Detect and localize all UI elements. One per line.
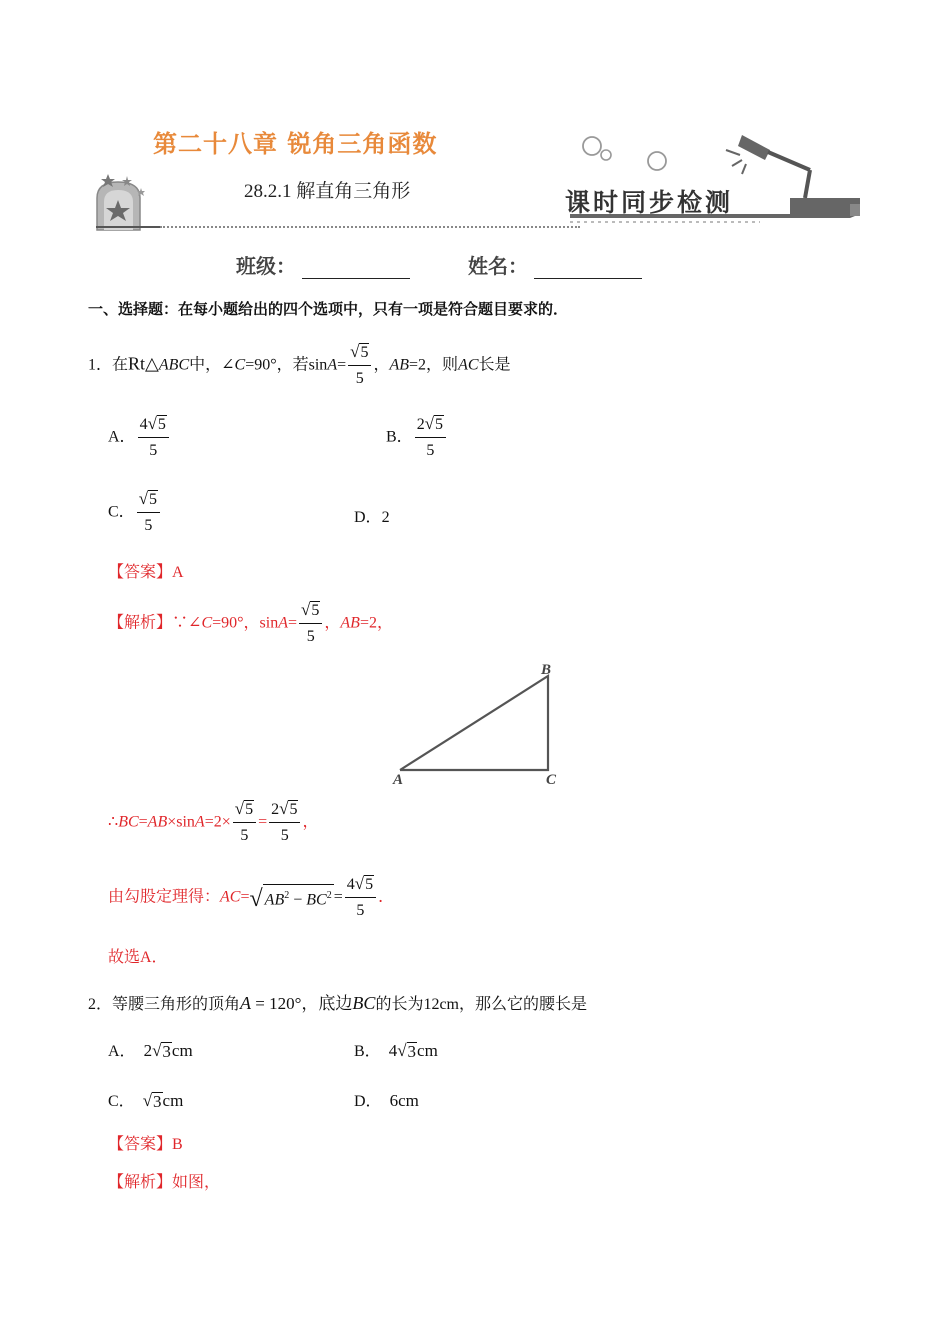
answer-tag: 【答案】 [108, 564, 173, 581]
analysis-text: =2× [204, 813, 231, 831]
analysis-fraction: 4 √ 5 5 [345, 874, 376, 922]
analysis-text: 如图， [172, 1174, 221, 1191]
question-1-stem [88, 342, 511, 390]
option-label: A． [108, 1043, 136, 1060]
q1-analysis-line1 [108, 600, 393, 648]
name-field [468, 250, 642, 279]
q2-text: 的长为12cm，那么它的腰长是 [375, 996, 587, 1013]
q2-analysis [108, 1169, 220, 1192]
analysis-text: ， [302, 813, 319, 831]
option-label: D． [354, 1093, 382, 1110]
vertex-b-label: B [541, 662, 552, 678]
analysis-text: =2， [359, 614, 393, 632]
option-b-fraction: 2 √ 5 5 [415, 414, 446, 462]
q1-text: 长是 [478, 356, 511, 374]
q2-option-c[interactable]: C． √ 3 cm [108, 1091, 184, 1111]
class-field [236, 250, 410, 279]
chapter-title: 第二十八章 锐角三角函数 [153, 130, 438, 158]
analysis-tag: 【解析】 [108, 1174, 173, 1191]
analysis-text: =90°，sin [212, 614, 279, 632]
answer-tag: 【答案】 [108, 1136, 173, 1153]
analysis-text: ∴ [108, 813, 119, 831]
q1-var-ab: AB [389, 356, 410, 374]
section-title: 28.2.1 解直角三角形 [244, 181, 411, 202]
analysis-fraction: √ 5 5 [299, 600, 322, 648]
class-label: 班级： [236, 254, 296, 278]
q1-text: 在 [112, 356, 129, 374]
analysis-var: AB [147, 813, 168, 831]
sqrt-expression: √ $AB^2 - BC^2$ [249, 885, 332, 912]
q1-text: = [337, 356, 347, 374]
q1-var-ac: AC [458, 356, 479, 374]
q2-var-bc: BC [352, 993, 376, 1013]
analysis-var: AC [220, 888, 241, 906]
analysis-tag: 【解析】 [108, 614, 173, 632]
option-label: C． [108, 1093, 135, 1110]
question-number: 2． [88, 996, 113, 1013]
answer-value: A [172, 564, 184, 581]
q1-text: =90°，若sin [245, 356, 328, 374]
answer-value: B [172, 1136, 183, 1153]
option-d-value: 2 [381, 509, 390, 526]
q1-analysis-step2 [108, 799, 318, 847]
analysis-text: = [258, 813, 268, 831]
section-heading: 一、选择题：在每小题给出的四个选项中，只有一项是符合题目要求的． [88, 300, 569, 318]
q2-answer [108, 1131, 183, 1154]
q2-text: = 120°，底边 [251, 994, 353, 1013]
header-left-bar [96, 226, 161, 228]
q1-option-d[interactable] [354, 504, 390, 527]
q1-text: 中，∠ [189, 356, 235, 374]
q2-var-a: A [240, 993, 252, 1013]
q1-text: ， [373, 356, 390, 374]
analysis-fraction: 2 √ 5 5 [269, 799, 300, 847]
q1-analysis-step4: 故选A． [108, 949, 168, 966]
q1-triangle-figure [390, 658, 570, 788]
option-label: D． [354, 509, 382, 526]
option-label: B． [386, 428, 413, 446]
option-d-value: 6cm [389, 1091, 419, 1110]
analysis-text: ∵∠ [172, 614, 202, 632]
header-graphic-icon [0, 0, 950, 240]
q2-option-b[interactable]: B． 4 √ 3 cm [354, 1041, 438, 1061]
analysis-var: BC [118, 813, 139, 831]
vertex-c-label: C [546, 772, 557, 788]
option-c-fraction: √ 5 5 [137, 489, 160, 537]
q1-option-b[interactable] [386, 414, 448, 462]
analysis-var: AB [340, 614, 360, 632]
analysis-var: C [201, 614, 213, 632]
header-dotted-line [160, 226, 580, 228]
analysis-var: A [194, 813, 205, 831]
analysis-text: 由勾股定理得： [108, 888, 221, 906]
name-label: 姓名： [468, 254, 528, 278]
q1-text: =2，则 [409, 356, 459, 374]
q1-var-a: A [327, 356, 338, 374]
q1-option-c[interactable] [108, 489, 162, 537]
q2-option-d[interactable] [354, 1088, 419, 1111]
option-label: B． [354, 1043, 381, 1060]
analysis-text: = [138, 813, 148, 831]
analysis-var: A [278, 614, 288, 632]
q1-analysis-step3 [108, 874, 394, 922]
q1-answer [108, 559, 184, 582]
q1-option-a[interactable] [108, 414, 171, 462]
option-a-fraction: 4 √ 5 5 [138, 414, 169, 462]
analysis-text: ， [324, 614, 341, 632]
analysis-text: = [288, 614, 298, 632]
analysis-text: ． [378, 888, 395, 906]
q2-option-a[interactable]: A． 2 √ 3 cm [108, 1041, 193, 1061]
vertex-a-label: A [393, 772, 404, 788]
header-decoration [0, 0, 950, 240]
q1-triangle: Rt△ [128, 353, 159, 374]
analysis-text: = [333, 888, 343, 906]
analysis-fraction: √ 5 5 [233, 799, 256, 847]
q2-text: 等腰三角形的顶角 [112, 996, 241, 1013]
banner-title: 课时同步检测 [565, 188, 734, 217]
q1-var-abc: ABC [158, 356, 190, 374]
analysis-text: = [240, 888, 250, 906]
analysis-text: ×sin [167, 813, 195, 831]
class-blank[interactable] [302, 258, 410, 279]
option-label: C． [108, 503, 135, 521]
question-number: 1． [88, 356, 113, 374]
name-blank[interactable] [534, 258, 642, 279]
question-2-stem [88, 989, 587, 1014]
q1-fraction: √ 5 5 [348, 342, 371, 390]
option-label: A． [108, 428, 136, 446]
q1-var-c: C [234, 356, 246, 374]
